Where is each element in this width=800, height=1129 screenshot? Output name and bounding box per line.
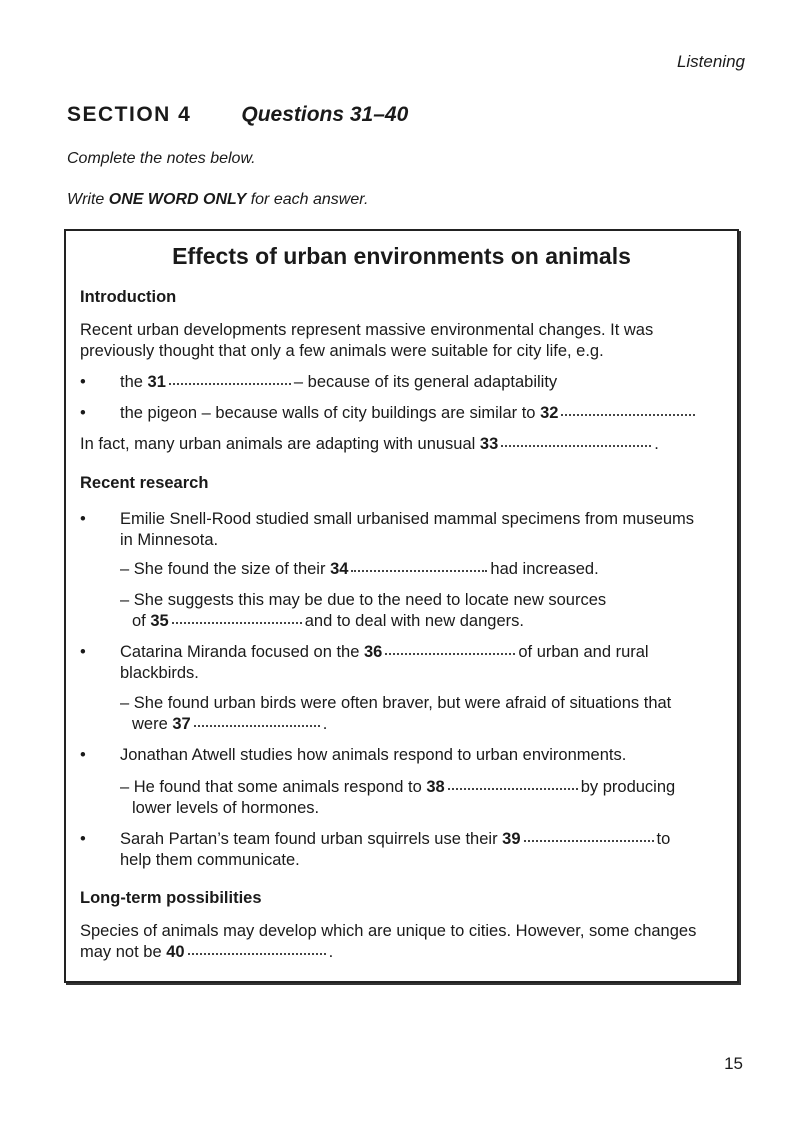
text: may not be bbox=[80, 943, 167, 961]
answer-gap-40[interactable] bbox=[188, 952, 326, 955]
text: had increased. bbox=[490, 560, 599, 578]
notes-box bbox=[64, 229, 739, 983]
text: the bbox=[120, 373, 148, 391]
note-q36 bbox=[120, 642, 649, 662]
bullet-dot: • bbox=[80, 830, 86, 848]
answer-gap-33[interactable] bbox=[501, 444, 651, 447]
answer-gap-38[interactable] bbox=[448, 787, 578, 790]
note-q33 bbox=[80, 434, 659, 454]
bullet-dot: • bbox=[80, 746, 86, 764]
question-number-35: 35 bbox=[150, 612, 169, 630]
text: the pigeon – because walls of city buildings are similar to bbox=[120, 404, 541, 422]
note-q35 bbox=[132, 611, 524, 631]
question-number-40: 40 bbox=[166, 943, 185, 961]
question-number-32: 32 bbox=[540, 404, 559, 422]
bullet-dot: • bbox=[80, 373, 86, 391]
note-q32 bbox=[120, 403, 698, 423]
research-snell-rood-line-2: in Minnesota. bbox=[120, 531, 219, 549]
research-snell-rood-sub-2: – She suggests this may be due to the need to locate new sources bbox=[120, 591, 607, 609]
question-number-38: 38 bbox=[426, 778, 445, 796]
research-miranda-line-2: blackbirds. bbox=[120, 664, 199, 682]
text: . bbox=[322, 715, 328, 733]
section-heading bbox=[67, 103, 408, 127]
questions-range: Questions 31–40 bbox=[241, 103, 409, 126]
answer-gap-34[interactable] bbox=[351, 569, 487, 572]
research-partan-line-2: help them communicate. bbox=[120, 851, 300, 869]
question-number-34: 34 bbox=[330, 560, 349, 578]
note-q31 bbox=[120, 372, 557, 392]
text: to bbox=[656, 830, 671, 848]
research-miranda-sub-1: – She found urban birds were often braver, but were afraid of situations that bbox=[120, 694, 672, 712]
text: and to deal with new dangers. bbox=[304, 612, 524, 630]
text: were bbox=[132, 715, 173, 733]
note-q38 bbox=[120, 777, 675, 797]
answer-gap-31[interactable] bbox=[169, 382, 291, 385]
heading-introduction: Introduction bbox=[80, 288, 177, 306]
question-number-31: 31 bbox=[147, 373, 166, 391]
research-atwell-sub-line-2: lower levels of hormones. bbox=[132, 799, 320, 817]
instruction-word-limit bbox=[67, 191, 368, 209]
text: – He found that some animals respond to bbox=[120, 778, 427, 796]
instruction-complete: Complete the notes below. bbox=[67, 150, 256, 167]
note-q40 bbox=[80, 942, 333, 962]
text: – She found the size of their bbox=[120, 560, 331, 578]
heading-long-term: Long-term possibilities bbox=[80, 889, 262, 907]
word-limit-emphasis: ONE WORD ONLY bbox=[108, 191, 247, 208]
text: . bbox=[654, 435, 659, 453]
text: In fact, many urban animals are adapting with unusual bbox=[80, 435, 480, 453]
text: of bbox=[132, 612, 151, 630]
bullet-dot: • bbox=[80, 510, 86, 528]
research-snell-rood-line-1: Emilie Snell-Rood studied small urbanised mammal specimens from museums bbox=[120, 510, 695, 528]
instruction-text: Write bbox=[67, 191, 109, 208]
question-number-39: 39 bbox=[502, 830, 521, 848]
question-number-37: 37 bbox=[172, 715, 191, 733]
page-number: 15 bbox=[724, 1054, 743, 1073]
note-q39 bbox=[120, 829, 670, 849]
text: Sarah Partan’s team found urban squirrels use their bbox=[120, 830, 503, 848]
answer-gap-39[interactable] bbox=[524, 839, 654, 842]
text: of urban and rural bbox=[518, 643, 649, 661]
heading-recent-research: Recent research bbox=[80, 474, 209, 492]
instruction-text: for each answer. bbox=[246, 191, 369, 208]
answer-gap-37[interactable] bbox=[194, 724, 320, 727]
text: – because of its general adaptability bbox=[293, 373, 558, 391]
notes-title: Effects of urban environments on animals bbox=[172, 243, 631, 269]
answer-gap-35[interactable] bbox=[172, 621, 302, 624]
answer-gap-36[interactable] bbox=[385, 652, 515, 655]
longterm-line-1: Species of animals may develop which are unique to cities. However, some changes bbox=[80, 922, 697, 940]
intro-text-line-1: Recent urban developments represent massive environmental changes. It was bbox=[80, 321, 654, 339]
bullet-dot: • bbox=[80, 643, 86, 661]
note-q34 bbox=[120, 559, 599, 579]
running-head: Listening bbox=[676, 52, 745, 71]
answer-gap-32[interactable] bbox=[561, 413, 695, 416]
question-number-33: 33 bbox=[479, 435, 499, 453]
research-atwell-line-1: Jonathan Atwell studies how animals respond to urban environments. bbox=[120, 746, 627, 764]
bullet-dot: • bbox=[80, 404, 86, 422]
section-label: SECTION 4 bbox=[67, 103, 192, 126]
text: . bbox=[328, 943, 334, 961]
intro-text-line-2: previously thought that only a few animals were suitable for city life, e.g. bbox=[80, 342, 604, 360]
question-number-36: 36 bbox=[363, 643, 383, 661]
note-q37 bbox=[132, 714, 327, 734]
text: by producing bbox=[580, 778, 676, 796]
text: Catarina Miranda focused on the bbox=[120, 643, 364, 661]
